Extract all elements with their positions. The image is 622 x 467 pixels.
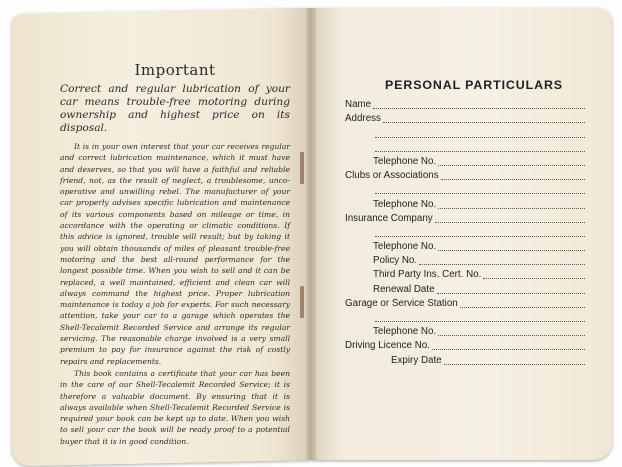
important-notice <box>60 61 290 447</box>
form-field-label: Expiry Date <box>391 354 442 366</box>
form-field-line <box>441 178 585 180</box>
form-row <box>345 254 585 268</box>
form-row <box>345 268 585 282</box>
form-row <box>345 126 585 140</box>
booklet-spine <box>306 8 316 460</box>
form-field-line <box>435 221 585 223</box>
form-field-line <box>419 263 585 265</box>
form-row <box>345 98 585 112</box>
form-field-line <box>383 121 585 123</box>
form-field-line <box>438 249 585 251</box>
form-row <box>345 297 585 311</box>
form-row <box>345 112 585 126</box>
form-row <box>345 339 585 353</box>
form-field-line <box>432 348 585 350</box>
form-field-label: Third Party Ins. Cert. No. <box>373 269 482 281</box>
form-field-line <box>438 207 585 209</box>
form-row <box>345 183 585 197</box>
form-field-line <box>437 292 585 294</box>
form-field-label: Renewal Date <box>373 283 435 295</box>
form-field-label: Clubs or Associations <box>345 170 439 182</box>
form-field-line <box>460 306 585 308</box>
form-field-line <box>375 235 585 237</box>
form-field-label: Telephone No. <box>373 198 437 210</box>
form-field-label: Garage or Service Station <box>345 297 458 309</box>
form-row <box>345 282 585 296</box>
form-row <box>345 141 585 155</box>
body-paragraph-1: It is in your own interest that your car receives regular and correct lubrication maintenance, which it must have and deserves, so that you will have a faithful and reliable friend, not, as the result of neglect, a troublesome, unco-operative and unwilling rebel. The manufacturer of your car properly advises specific lubrication and maintenance of its various components based on mileage or time, in accordance with the operating or climatic conditions. If this advice is ignored, trouble will result; but by taking it you will obtain thousands of miles of pleasant trouble-free motoring and the best all-round performance for the longest possible time. When you wish to sell and it can be replaced, a well maintained, efficient and clean car will always command the highest price. Proper lubrication maintenance is today a job for experts. For such necessary attention, take your car to a garage which operates the Shell-Tecalemit Recorded Service and arrange its regular servicing. The reasonable charge involved is a very small premium to pay for insurance against the risk of costly repairs and replacements. <box>60 142 290 366</box>
form-field-line <box>375 192 585 194</box>
form-field-label: Telephone No. <box>373 155 437 167</box>
form-field-line <box>438 334 585 336</box>
form-row <box>345 353 585 367</box>
form-field-label: Name <box>345 99 372 111</box>
form-rows <box>345 98 585 368</box>
form-row <box>345 197 585 211</box>
form-field-line <box>444 363 585 365</box>
page-title: Important <box>134 61 216 79</box>
staple-bottom <box>300 286 304 318</box>
form-row <box>345 226 585 240</box>
form-row <box>345 155 585 169</box>
intro-paragraph: Correct and regular lubrication of your car means trouble-free motoring during ownership and highest price on its disposal. <box>60 83 290 134</box>
form-field-label: Policy No. <box>373 255 418 267</box>
form-row <box>345 169 585 183</box>
form-field-label: Driving Licence No. <box>345 340 430 352</box>
form-row <box>345 240 585 254</box>
form-row <box>345 212 585 226</box>
form-field-label: Insurance Company <box>345 212 433 224</box>
form-field-label: Telephone No. <box>373 241 437 253</box>
form-row <box>345 311 585 325</box>
body-paragraph-2: This book contains a certificate that your car has been in the care of our Shell-Tecalemit Recorded Service; it is therefore a valuable document. By ensuring that it is always available when Shell-Tecalemit Recorded Service is required your book can be kept up to date. When you wish to sell your car the book will be ready proof to a potential buyer that it is in good condition. <box>60 368 290 446</box>
form-field-line <box>375 320 585 322</box>
form-field-line <box>373 107 585 109</box>
form-field-label: Address <box>345 113 381 125</box>
form-field-line <box>483 277 585 279</box>
form-row <box>345 325 585 339</box>
form-title: PERSONAL PARTICULARS <box>385 78 563 92</box>
form-field-label: Telephone No. <box>373 326 437 338</box>
form-field-line <box>438 164 585 166</box>
staple-top <box>300 152 304 184</box>
form-field-line <box>375 150 585 152</box>
form-field-line <box>375 136 585 138</box>
personal-particulars-form <box>345 78 585 368</box>
